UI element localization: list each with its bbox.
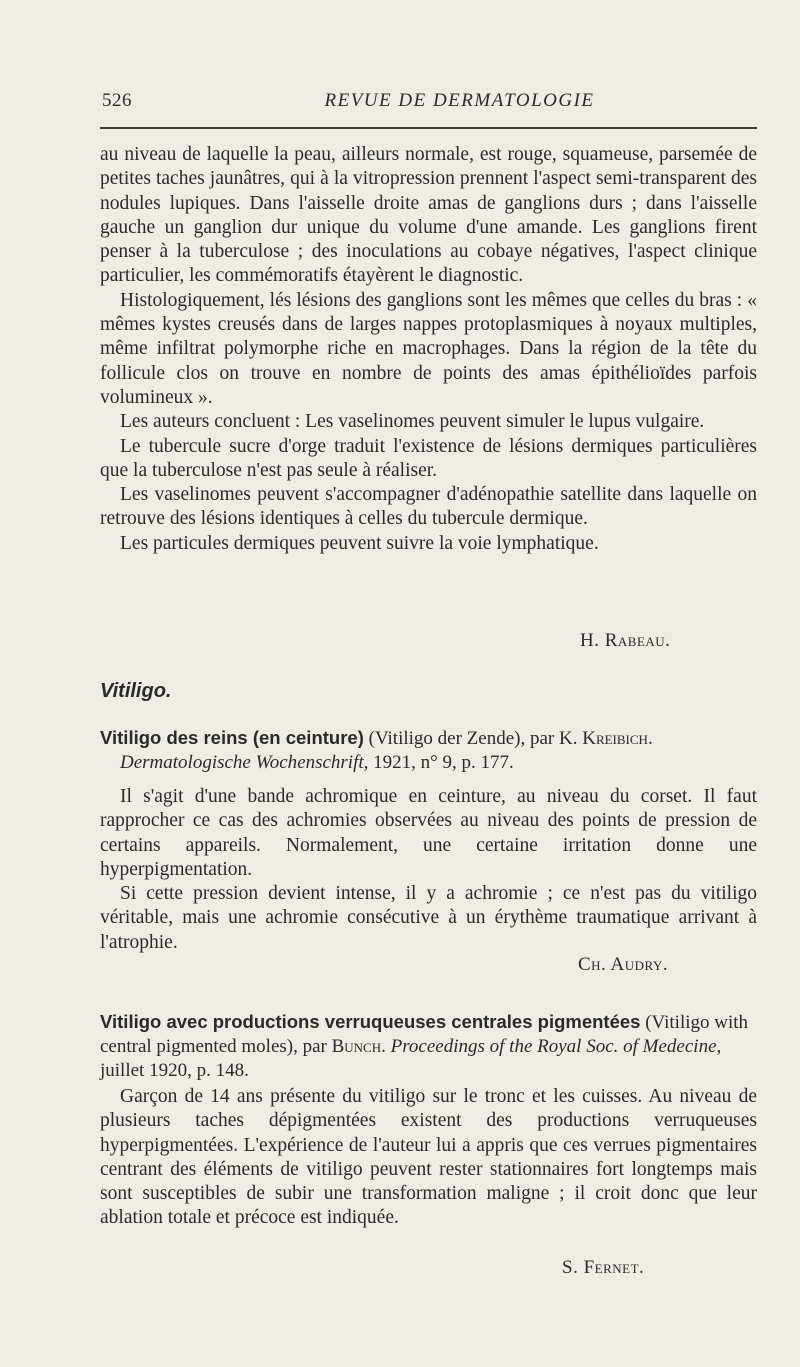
section-heading: Vitiligo. [100, 680, 172, 702]
page-number: 526 [102, 90, 132, 111]
signature-initial: S. [562, 1257, 584, 1278]
signature-name: Rabeau. [604, 630, 671, 651]
signature-name: Audry. [610, 954, 669, 975]
signature-initial: H. [580, 630, 605, 651]
paragraph: Les auteurs concluent : Les vaselinomes peuvent simuler le lupus vulgaire. [120, 411, 705, 433]
entry-journal: Proceedings of the Royal Soc. of Medecine, [385, 1036, 722, 1057]
page-header [102, 90, 757, 120]
review-continuation [100, 143, 757, 556]
paragraph: Le tubercule sucre d'orge traduit l'existence de lésions dermiques particulières que la tuberculose n'est pas seule à réaliser. [100, 435, 757, 481]
entry-author: Bunch. [331, 1036, 386, 1057]
entry-2-body [100, 1085, 757, 1231]
signature-initial: Ch. [578, 954, 611, 975]
paragraph: Les vaselinomes peuvent s'accompagner d'adénopathie satellite dans laquelle on retrouve des lésions identiques à celles du tubercule dermique. [100, 484, 757, 530]
entry-1-body [100, 785, 757, 955]
paragraph: Si cette pression devient intense, il y a achromie ; ce n'est pas du vitiligo véritable, mais une achromie consécutive à un érythème traumatique arrivant à l'atrophie. [100, 883, 757, 953]
entry-1-citation [100, 726, 757, 775]
paragraph: Garçon de 14 ans présente du vitiligo sur le tronc et les cuisses. Au niveau de plusieurs taches dépigmentées existent des productions verruqueuses hyperpigmentées. L'expérience de l'auteur lui a appris que ces verrues pigmentaires centrant des éléments de vitiligo peuvent rester stationnaires fort longtemps mais sont susceptibles de subir une transformation maligne ; il croit donc que leur ablation totale et précoce est indiquée. [100, 1086, 757, 1229]
header-rule [100, 127, 757, 129]
entry-subtitle: (Vitiligo with central pigmented moles), par [100, 1012, 749, 1057]
paragraph: Il s'agit d'une bande achromique en ceinture, au niveau du corset. Il faut rapprocher ce cas des achromies observées au niveau des points de pression de certains appareils. Normalement, une certaine irritation donne une hyperpigmentation. [100, 786, 757, 880]
signature-audry [578, 954, 668, 976]
signature-fernet [562, 1257, 644, 1279]
entry-reference: juillet 1920, p. 148. [100, 1060, 249, 1081]
entry-title: Vitiligo des reins (en ceinture) [100, 727, 364, 748]
paragraph: Histologiquement, lés lésions des ganglions sont les mêmes que celles du bras : « mêmes kystes creusés dans de larges nappes protoplasmiques à noyaux multiples, même infiltrat polymorphe riche en macrophages. Dans la région de la tête du follicule clos on trouve en nombre de points des amas épithélioïdes parfois volumineux ». [100, 289, 757, 408]
paragraph: au niveau de laquelle la peau, ailleurs normale, est rouge, squameuse, parsemée de petites taches jaunâtres, qui à la vitropression prennent l'aspect semi-transparent des nodules lupiques. Dans l'aisselle droite amas de ganglions durs ; dans l'aisselle gauche un ganglion dur unique du volume d'une amande. Les ganglions firent penser à la tuberculose ; des inoculations au cobaye négatives, l'aspect clinique particulier, les commémoratifs étayèrent le diagnostic. [100, 144, 757, 287]
running-title: REVUE DE DERMATOLOGIE [324, 90, 595, 111]
entry-reference: 1921, n° 9, p. 177. [368, 752, 514, 773]
entry-title: Vitiligo avec productions verruqueuses centrales pigmentées [100, 1011, 641, 1032]
entry-journal: Dermatologische Wochenschrift, [120, 752, 369, 773]
paragraph: Les particules dermiques peuvent suivre la voie lymphatique. [120, 532, 599, 554]
signature-name: Fernet. [583, 1257, 645, 1278]
entry-author: Kreibich. [582, 728, 653, 749]
entry-2-citation [100, 1010, 757, 1083]
signature-rabeau [580, 630, 670, 652]
entry-subtitle: (Vitiligo der Zende), par K. [363, 728, 583, 749]
